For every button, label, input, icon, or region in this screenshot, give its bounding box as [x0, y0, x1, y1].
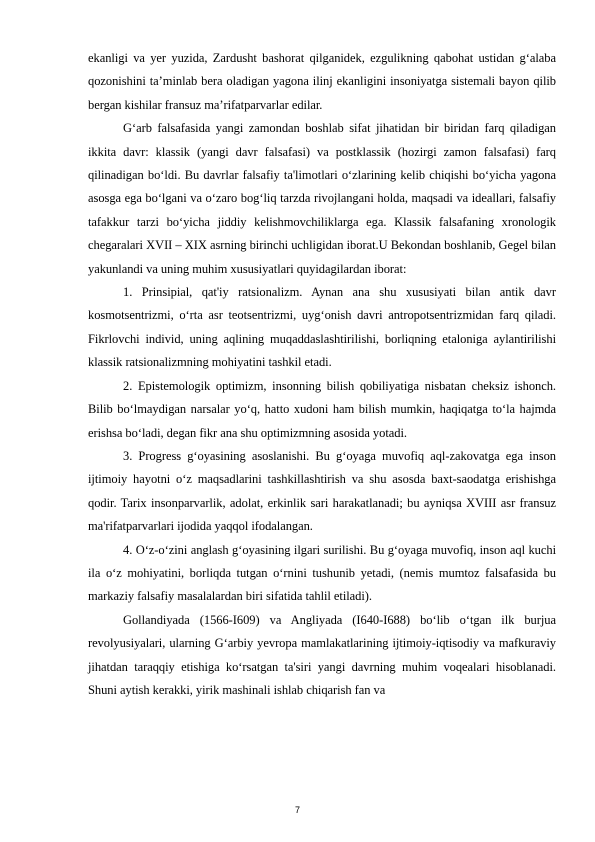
- page-number: 7: [294, 805, 300, 815]
- paragraph-self-awareness: 4. O‘z-o‘zini anglash g‘oyasining ilgari surilishi. Bu g‘oyaga muvofiq, inson aql kuchi ila o‘z mohiyatini, borliqda tutgan o‘rnini tushunib yetadi, (nemis mumtoz falsafasida bu markaziy falsafiy masalalardan biri sifatida tahlil etiladi).: [88, 542, 556, 604]
- paragraph-continuation: ekanligi va yer yuzida, Zardusht bashorat qilganidek, ezgulikning qabohat ustidan g‘alaba qozonishini ta’minlab bera oladigan yagona ilinj ekanligini insoniyatga sistemali bayon qilib bergan kishilar fransuz ma’rifatparvarlar edilar.: [88, 51, 556, 112]
- paragraph-epistemological-optimism: 2. Epistemologik optimizm, insonning bilish qobiliyatiga nisbatan cheksiz ishonch. Bilib bo‘lmaydigan narsalar yo‘q, hatto xudoni ham bilish mumkin, haqiqatga to‘la hajmda erishsa bo‘ladi, degan fikr ana shu optimizmning asosida yotadi.: [88, 378, 556, 440]
- paragraph-rationalism: 1. Prinsipial, qat'iy ratsionalizm. Aynan ana shu xususiyati bilan antik davr kosmotsentrizmi, o‘rta asr teotsentrizmi, uyg‘onish davri antropotsentrizmidan farq qiladi. Fikrlovchi individ, uning aqlining muqaddaslashtirilishi, borliqning etaloniga aylantirilishi klassik ratsionalizmning mohiyatini tashkil etadi.: [88, 285, 556, 370]
- paragraph-progress-idea: 3. Progress g‘oyasining asoslanishi. Bu g‘oyaga muvofiq aql-zakovatga ega inson ijtimoiy hayotni o‘z maqsadlarini tashkillashtirish va shu asosda baxt-saodatga erishishga qodir. Tarix insonparvarlik, adolat, erkinlik sari harakatlanadi; bu ayniqsa XVIII asr fransuz ma'rifatparvarlari ijodida yaqqol ifodalangan.: [88, 448, 556, 534]
- paragraph-western-philosophy-periods: G‘arb falsafasida yangi zamondan boshlab sifat jihatidan bir biridan farq qiladigan ikkita davr: klassik (yangi davr falsafasi) va postklassik (hozirgi zamon falsafasi) farq qilinadigan bo‘ldi. Bu davrlar falsafiy ta'limotlari o‘zlarining kelib chiqishi bo‘yicha yagona asosga ega bo‘lgani va o‘zaro bog‘liq tarzda rivojlangani holda, maqsadi va ideallari, falsafiy tafakkur tarzi bo‘yicha jiddiy kelishmovchiliklarga ega. Klassik falsafaning xronologik chegaralari XVII – XIX asrning birinchi uchligidan iborat.U Bekondan boshlanib, Gegel bilan yakunlandi va uning muhim xususiyatlari quyidagilardan iborat:: [88, 121, 556, 276]
- paragraph-bourgeois-revolutions: Gollandiyada (1566-I609) va Angliyada (I640-I688) bo‘lib o‘tgan ilk burjua revolyusiyalari, ularning G‘arbiy yevropa mamlakatlarining ijtimoiy-iqtisodiy va mafkuraviy jihatdan taraqqiy etishiga ko‘rsatgan ta'siri yangi davrning muhim voqealari hisoblanadi. Shuni aytish kerakki, yirik mashinali ishlab chiqarish fan va: [88, 612, 556, 697]
- document-page: [88, 47, 556, 702]
